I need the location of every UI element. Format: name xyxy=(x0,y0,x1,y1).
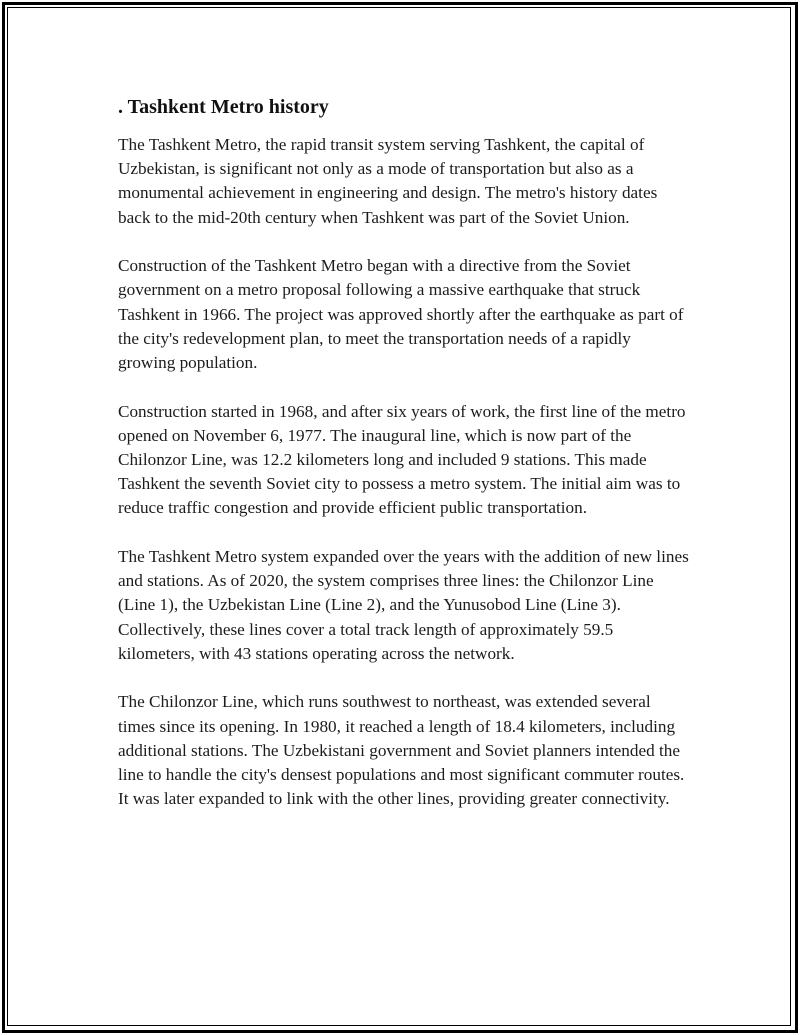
paragraph-chilonzor-line: The Chilonzor Line, which runs southwest to northeast, was extended several times since its opening. In 1980, it reached a length of 18.4 kilometers, including additional stations. The Uzbekistani government and Soviet planners intended the line to handle the city's densest populations and most significant commuter routes. It was later expanded to link with the other lines, providing greater connectivity. xyxy=(118,692,685,809)
paragraph-system-expansion: The Tashkent Metro system expanded over the years with the addition of new lines and stations. As of 2020, the system comprises three lines: the Chilonzor Line (Line 1), the Uzbekistan Line (Line 2), and the Yunusobod Line (Line 3). Collectively, these lines cover a total track length of approximately 59.5 kilometers, with 43 stations operating across the network. xyxy=(118,547,689,663)
paragraph-construction-origin: Construction of the Tashkent Metro began with a directive from the Soviet government on a metro proposal following a massive earthquake that struck Tashkent in 1966. The project was approved shortly after the earthquake as part of the city's redevelopment plan, to meet the transportation needs of a rapidly growing population. xyxy=(118,256,684,373)
paragraph-intro: The Tashkent Metro, the rapid transit system serving Tashkent, the capital of Uzbekistan, is significant not only as a mode of transportation but also as a monumental achievement in engineering and design. The metro's history dates back to the mid-20th century when Tashkent was part of the Soviet Union. xyxy=(118,135,658,227)
document-body xyxy=(118,94,690,836)
document-title: . Tashkent Metro history xyxy=(118,96,329,118)
paragraph-first-line-opening: Construction started in 1968, and after six years of work, the first line of the metro opened on November 6, 1977. The inaugural line, which is now part of the Chilonzor Line, was 12.2 kilometers long and included 9 stations. This made Tashkent the seventh Soviet city to possess a metro system. The initial aim was to reduce traffic congestion and provide efficient public transportation. xyxy=(118,401,686,518)
